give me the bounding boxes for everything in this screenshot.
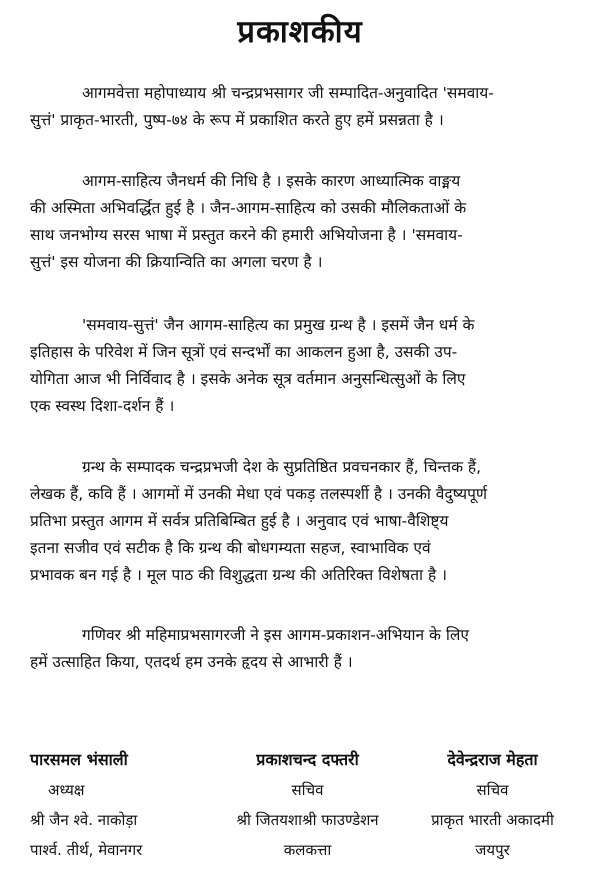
text-line: 'समवाय-सुत्तं' जैन आगम-साहित्य का प्रमुख ग्रन्थ है । इसमें जैन धर्म के: [82, 316, 475, 334]
text-line: की अस्मिता अभिवर्द्धित हुई है । जैन-आगम-साहित्य को उसकी मौलिकताओं के: [30, 199, 467, 217]
text-line: गणिवर श्री महिमाप्रभसागरजी ने इस आगम-प्रकाशन-अभियान के लिए: [82, 626, 469, 644]
signatory-org: श्री जितयशाश्री फाउण्डेशन: [236, 811, 379, 829]
text-line: ग्रन्थ के सम्पादक चन्द्रप्रभजी देश के सुप्रतिष्ठित प्रवचनकार हैं, चिन्तक हैं,: [82, 458, 482, 476]
text-line: प्रतिभा प्रस्तुत आगम में सर्वत्र प्रतिबिम्बित हुई है । अनुवाद एवं भाषा-वैशिष्ट्य: [30, 512, 449, 530]
text-line: सुत्तं' इस योजना की क्रियान्विति का अगला चरण है ।: [30, 253, 323, 271]
signatory-place: कलकत्ता: [283, 841, 332, 859]
signatory-place: पार्श्व. तीर्थ, मेवानगर: [30, 841, 143, 859]
text-line: हमें उत्साहित किया, एतदर्थ हम उनके हृदय से आभारी हैं ।: [30, 653, 353, 671]
signatory-secretary-foundation: [205, 745, 410, 865]
text-line: इतिहास के परिवेश में जिन सूत्रों एवं सन्दर्भों का आकलन हुआ है, उसकी उप-: [30, 343, 458, 361]
text-line: आगमवेत्ता महोपाध्याय श्री चन्द्रप्रभसागर जी सम्पादित-अनुवादित 'समवाय-: [82, 84, 494, 102]
signatory-place: जयपुर: [475, 841, 510, 859]
signatory-org: श्री जैन श्वे. नाकोड़ा: [30, 811, 138, 829]
signatory-president: [30, 745, 220, 865]
paragraph-acknowledgement: [30, 622, 578, 676]
signatory-role: सचिव: [291, 781, 324, 799]
text-line: प्रभावक बन गई है । मूल पाठ की विशुद्धता ग्रन्थ की अतिरिक्त विशेषता है ।: [30, 566, 448, 584]
text-line: लेखक हैं, कवि हैं । आगमों में उनकी मेधा एवं पकड़ तलस्पर्शी है । उनकी वैदुष्यपूर्ण: [30, 485, 488, 503]
signatory-role: अध्यक्ष: [48, 781, 85, 799]
text-line: योगिता आज भी निर्विवाद है । इसके अनेक सूत्र वर्तमान अनुसन्धित्सुओं के लिए: [30, 370, 466, 388]
text-line: सुत्तं' प्राकृत-भारती, पुष्प-७४ के रूप में प्रकाशित करते हुए हमें प्रसन्नता है ।: [30, 111, 444, 129]
page-title: प्रकाशकीय: [237, 14, 363, 50]
paragraph-agam-sahitya: [30, 168, 578, 276]
signatory-org: प्राकृत भारती अकादमी: [431, 811, 554, 829]
signatory-secretary-academy: [405, 745, 580, 865]
signatory-name: प्रकाशचन्द दफ्तरी: [256, 750, 359, 769]
paragraph-intro: [30, 80, 578, 134]
signatory-name: पारसमल भंसाली: [30, 750, 128, 769]
signatory-role: सचिव: [476, 781, 509, 799]
text-line: साथ जनभोग्य सरस भाषा में प्रस्तुत करने की हमारी अभियोजना है । 'समवाय-: [30, 226, 463, 244]
text-line: आगम-साहित्य जैनधर्म की निधि है । इसके कारण आध्यात्मिक वाङ्मय: [82, 172, 461, 190]
text-line: इतना सजीव एवं सटीक है कि ग्रन्थ की बोधगम्यता सहज, स्वाभाविक एवं: [30, 539, 431, 557]
signatory-name: देवेन्द्रराज मेहता: [447, 750, 538, 769]
text-line: एक स्वस्थ दिशा-दर्शन हैं ।: [30, 397, 175, 415]
paragraph-editor: [30, 454, 578, 589]
paragraph-samvay-sutt: [30, 312, 578, 420]
